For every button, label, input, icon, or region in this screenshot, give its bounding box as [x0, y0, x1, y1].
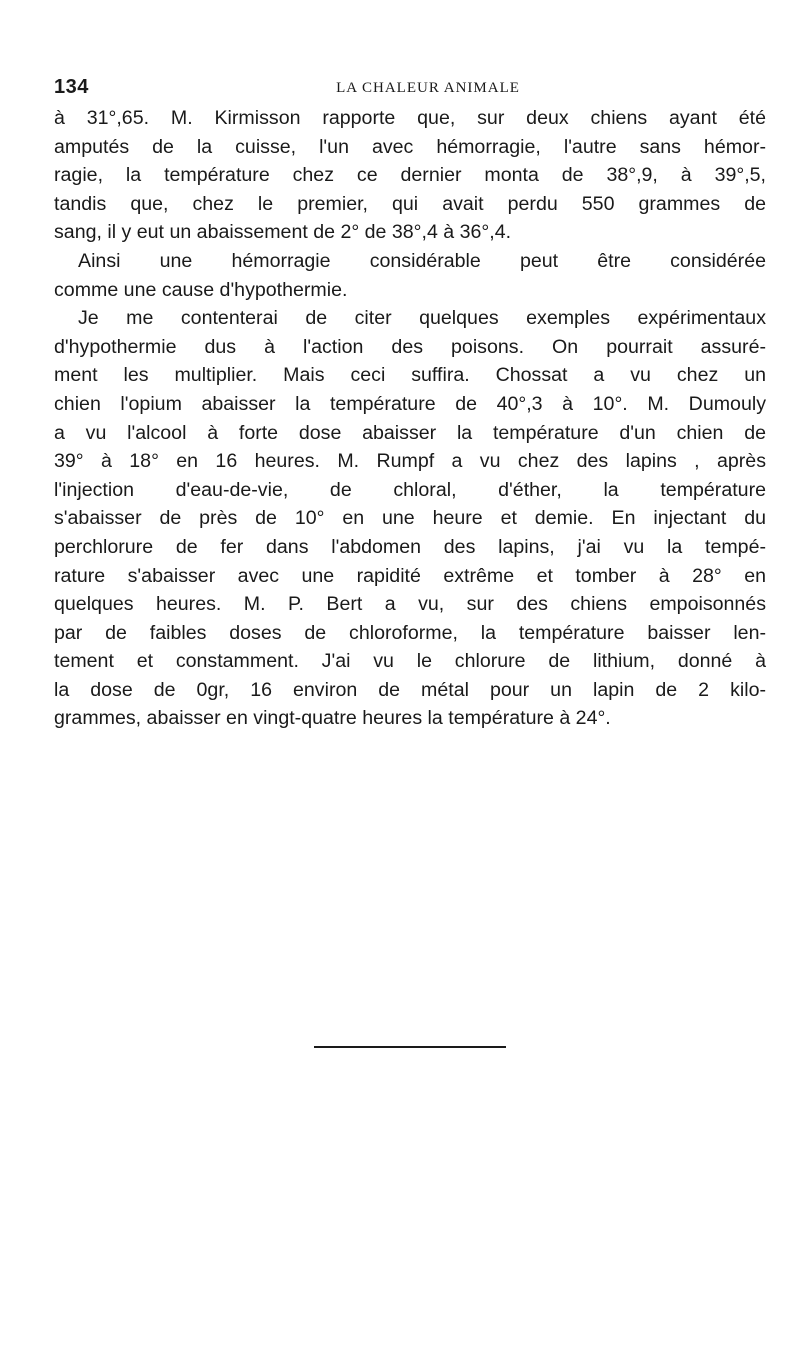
text-line: s'abaisser de près de 10° en une heure et demie. En injectant du: [54, 507, 766, 530]
text-line: Je me contenterai de citer quelques exemples expérimentaux: [78, 307, 766, 330]
body-text: [54, 104, 766, 733]
text-line: rature s'abaisser avec une rapidité extrême et tomber à 28° en: [54, 564, 766, 587]
running-head: [54, 76, 762, 98]
text-line: tandis que, chez le premier, qui avait perdu 550 grammes de: [54, 192, 766, 215]
text-line: Ainsi une hémorragie considérable peut être considérée: [78, 249, 766, 272]
running-title: LA CHALEUR ANIMALE: [336, 80, 520, 96]
text-line: ment les multiplier. Mais ceci suffira. Chossat a vu chez un: [54, 364, 766, 387]
text-line: grammes, abaisser en vingt-quatre heures la température à 24°.: [54, 707, 611, 730]
text-line: perchlorure de fer dans l'abdomen des lapins, j'ai vu la tempé-: [54, 535, 766, 558]
text-line: sang, il y eut un abaissement de 2° de 38°,4 à 36°,4.: [54, 221, 512, 244]
text-line: a vu l'alcool à forte dose abaisser la température d'un chien de: [54, 421, 766, 444]
text-line: la dose de 0gr, 16 environ de métal pour un lapin de 2 kilo-: [54, 678, 766, 701]
text-line: ragie, la température chez ce dernier monta de 38°,9, à 39°,5,: [54, 164, 766, 187]
text-line: quelques heures. M. P. Bert a vu, sur des chiens empoisonnés: [54, 593, 766, 616]
text-line: 39° à 18° en 16 heures. M. Rumpf a vu chez des lapins , après: [54, 450, 766, 473]
text-line: amputés de la cuisse, l'un avec hémorragie, l'autre sans hémor-: [54, 135, 766, 158]
page-number: 134: [54, 76, 89, 98]
text-line: tement et constamment. J'ai vu le chlorure de lithium, donné à: [54, 650, 766, 673]
text-line: comme une cause d'hypothermie.: [54, 278, 348, 301]
text-line: d'hypothermie dus à l'action des poisons. On pourrait assuré-: [54, 335, 766, 358]
text-line: l'injection d'eau-de-vie, de chloral, d'éther, la température: [54, 478, 766, 501]
text-line: à 31°,65. M. Kirmisson rapporte que, sur deux chiens ayant été: [54, 107, 766, 129]
text-line: par de faibles doses de chloroforme, la température baisser len-: [54, 621, 766, 644]
section-end-rule: [314, 1046, 506, 1048]
text-line: chien l'opium abaisser la température de 40°,3 à 10°. M. Dumouly: [54, 392, 766, 415]
